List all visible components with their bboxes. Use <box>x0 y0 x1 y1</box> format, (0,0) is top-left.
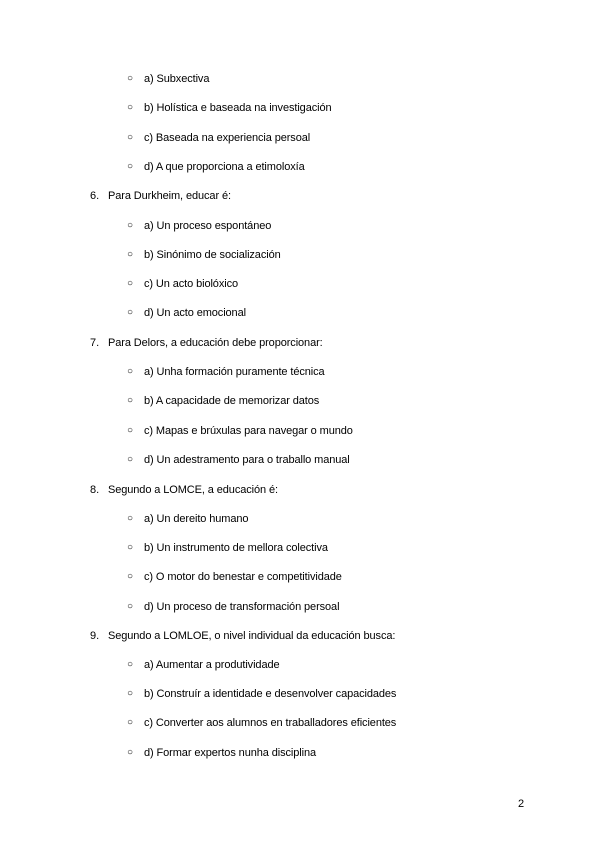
option-item: d) A que proporciona a etimoloxía <box>144 161 305 173</box>
question-number: 9. <box>90 630 100 642</box>
bullet-icon: ○ <box>127 659 134 670</box>
option-item: a) Unha formación puramente técnica <box>144 366 325 378</box>
option-item: c) Mapas e brúxulas para navegar o mundo <box>144 425 353 437</box>
bullet-icon: ○ <box>127 747 134 758</box>
bullet-icon: ○ <box>127 454 134 465</box>
option-item: a) Aumentar a produtividade <box>144 659 280 671</box>
option-item: b) Construír a identidade e desenvolver capacidades <box>144 688 397 700</box>
option-item: a) Un proceso espontáneo <box>144 220 272 232</box>
bullet-icon: ○ <box>127 73 134 84</box>
option-item: d) Formar expertos nunha disciplina <box>144 747 316 759</box>
option-item: a) Un dereito humano <box>144 513 249 525</box>
bullet-icon: ○ <box>127 425 134 436</box>
bullet-icon: ○ <box>127 601 134 612</box>
option-item: a) Subxectiva <box>144 73 210 85</box>
question-number: 7. <box>90 337 100 349</box>
question-number: 8. <box>90 484 100 496</box>
option-item: b) Un instrumento de mellora colectiva <box>144 542 328 554</box>
question-text: Segundo a LOMCE, a educación é: <box>108 484 278 496</box>
page-number: 2 <box>518 798 525 810</box>
bullet-icon: ○ <box>127 571 134 582</box>
question-text: Segundo a LOMLOE, o nivel individual da educación busca: <box>108 630 396 642</box>
option-item: b) Holística e baseada na investigación <box>144 102 332 114</box>
option-item: c) O motor do benestar e competitividade <box>144 571 342 583</box>
option-item: d) Un acto emocional <box>144 307 246 319</box>
bullet-icon: ○ <box>127 278 134 289</box>
bullet-icon: ○ <box>127 220 134 231</box>
question-text: Para Durkheim, educar é: <box>108 190 231 202</box>
option-item: d) Un proceso de transformación persoal <box>144 601 340 613</box>
question-text: Para Delors, a educación debe proporcionar: <box>108 337 323 349</box>
option-item: c) Baseada na experiencia persoal <box>144 132 311 144</box>
bullet-icon: ○ <box>127 307 134 318</box>
option-item: b) A capacidade de memorizar datos <box>144 395 320 407</box>
bullet-icon: ○ <box>127 132 134 143</box>
option-item: d) Un adestramento para o traballo manual <box>144 454 350 466</box>
bullet-icon: ○ <box>127 513 134 524</box>
bullet-icon: ○ <box>127 688 134 699</box>
option-item: c) Converter aos alumnos en traballadores eficientes <box>144 717 397 729</box>
bullet-icon: ○ <box>127 717 134 728</box>
bullet-icon: ○ <box>127 395 134 406</box>
bullet-icon: ○ <box>127 161 134 172</box>
bullet-icon: ○ <box>127 366 134 377</box>
bullet-icon: ○ <box>127 542 134 553</box>
option-item: b) Sinónimo de socialización <box>144 249 281 261</box>
bullet-icon: ○ <box>127 102 134 113</box>
bullet-icon: ○ <box>127 249 134 260</box>
question-number: 6. <box>90 190 100 202</box>
option-item: c) Un acto biolóxico <box>144 278 238 290</box>
